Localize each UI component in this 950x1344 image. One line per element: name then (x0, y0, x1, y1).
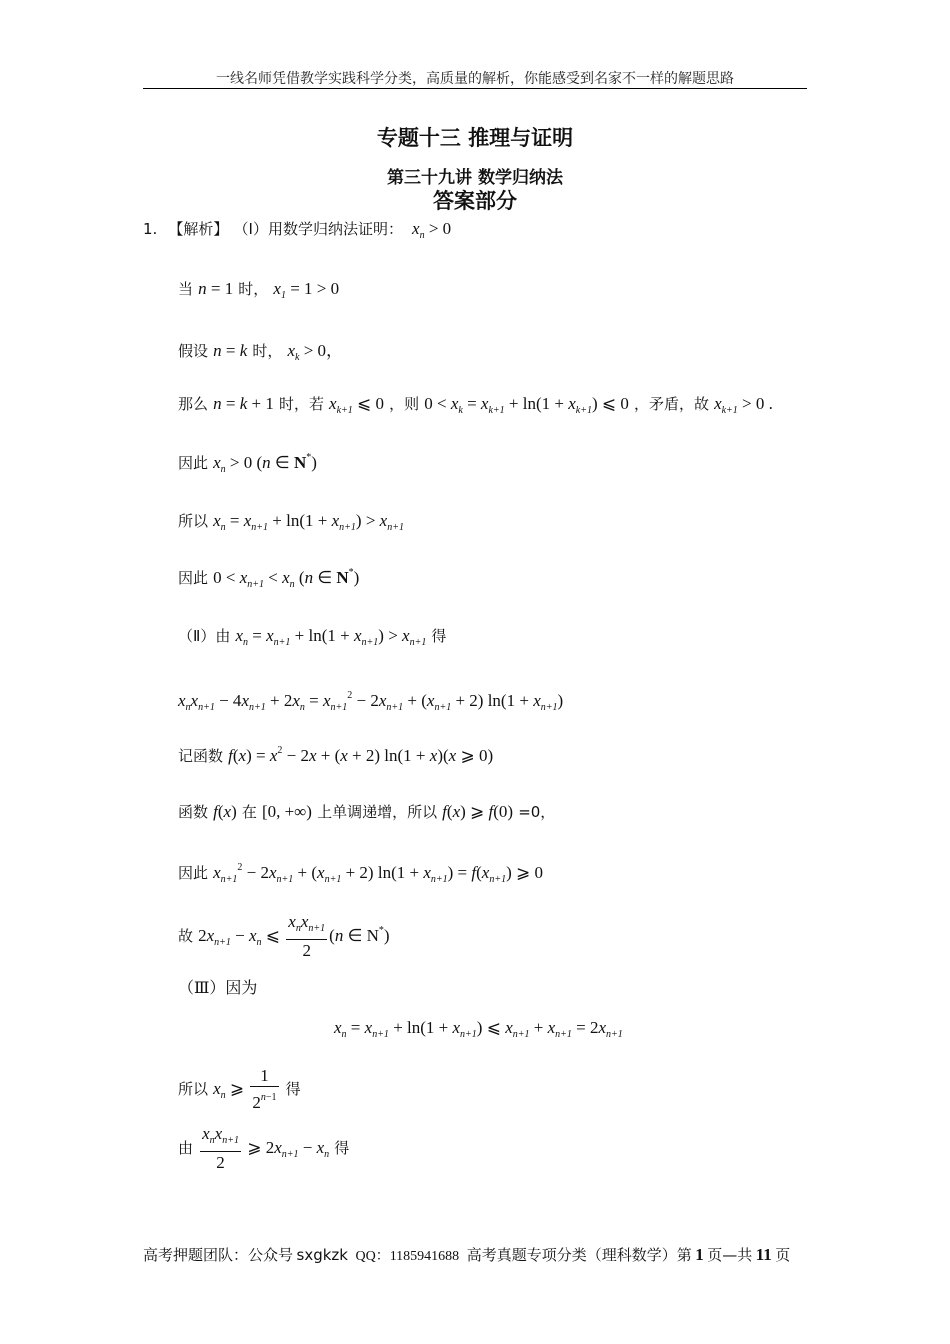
from-line (178, 1124, 349, 1174)
formula: n = k + 1 (213, 394, 274, 413)
formula: n = k (213, 341, 248, 360)
text: 上单调递增，所以 (317, 803, 438, 821)
therefore-line (178, 912, 390, 962)
formula: $x_n > 0$ (n ∈ N*) (213, 452, 317, 475)
part3-formula (334, 1018, 623, 1040)
text: ，则 (389, 395, 420, 413)
page-header: 一线名师凭借教学实践科学分类，高质量的解析，你能感受到名家不一样的解题思路 (216, 71, 734, 87)
footer-qq: QQ：1185941688 (355, 1249, 460, 1264)
text: 所以 (178, 1079, 209, 1098)
footer-series: 高考真题专项分类（理科数学）第 (466, 1246, 692, 1264)
formula: $x_k > 0$， (287, 341, 344, 363)
text: 因此 (178, 454, 209, 472)
footer-page-number: 1 (695, 1245, 704, 1264)
so-line-2 (178, 1066, 301, 1114)
text: 时， (238, 280, 269, 298)
text: 因此 (178, 864, 209, 882)
text: 函数 (178, 803, 209, 821)
formula: $2x_{n+1} - x_n$ ⩽ $\frac{x_nx_{n+1}}{2}$ (n ∈ N*) (198, 912, 390, 960)
fraction: $\frac{x_nx_{n+1}}{2}$ (288, 912, 326, 960)
text: 时， (252, 342, 283, 360)
text: 记函数 (178, 747, 224, 765)
formula: $x_{k+1}$ ⩽ 0 (329, 394, 385, 416)
monotone-line (178, 801, 555, 822)
formula: $0 < x_{n+1} < x_n$ (n ∈ N*) (213, 567, 360, 590)
formula: $0 < x_k = x_{k+1} + \ln(1 + x_{k+1})$ ⩽ 0 (424, 394, 629, 416)
formula: $x_{k+1} > 0$ . (714, 394, 773, 416)
page-footer (143, 1244, 790, 1265)
formula: $x_n > 0$ (412, 219, 452, 241)
inductive-step-line (178, 393, 773, 416)
header-rule (143, 88, 807, 89)
text: =0， (518, 803, 556, 821)
item-number: 1. (143, 220, 158, 238)
footer-total-pages: 11 (755, 1245, 772, 1264)
text: 得 (285, 1079, 301, 1098)
text: 当 (178, 280, 194, 298)
formula: $x_n = x_{n+1} + \ln(1 + x_{n+1})$ ⩽ $x_{n+1} + x_{n+1} = 2x_{n+1}$ (334, 1018, 623, 1040)
topic-title: 专题十三 推理与证明 (376, 126, 574, 150)
formula: [0, +∞) (261, 802, 312, 821)
part3-label: （Ⅲ）因为 (178, 978, 258, 997)
formula: n = 1 (198, 279, 234, 298)
formula: f(x) ⩾ f(0) (442, 802, 514, 821)
text: （Ⅱ）由 (178, 627, 231, 645)
text: 由 (178, 1138, 194, 1157)
footer-brand: sxgkzk (296, 1246, 348, 1264)
formula: $\frac{x_nx_{n+1}}{2}$ ⩾ $2x_{n+1} - x_n$ (202, 1124, 330, 1172)
conclusion-line-3 (178, 862, 543, 885)
item-1-heading (143, 218, 451, 241)
conclusion-line-2 (178, 567, 359, 590)
identity-line (178, 690, 563, 713)
so-line-1 (178, 510, 404, 533)
hypothesis-line (178, 336, 343, 363)
text: ，矛盾，故 (633, 395, 709, 413)
footer-end: 页 (775, 1246, 791, 1264)
text: 那么 (178, 395, 209, 413)
fraction: $\frac{1}{2^{n-1}}$ (252, 1066, 277, 1112)
formula: $f(x) = x^2 - 2x + (x + 2) \ln(1 + x)(x$ ⩾ 0) (228, 745, 494, 765)
formula: $x_nx_{n+1} - 4x_{n+1} + 2x_n = x_{n+1}^2 - 2x_{n+1} + (x_{n+1} + 2) \ln(1 + x_{n+1})$ (178, 690, 564, 713)
formula: $x_n = x_{n+1} + \ln(1 + x_{n+1}) > x_{n+1}$ (235, 626, 427, 648)
formula: f(x) (213, 802, 237, 821)
item-tag: 【解析】 (168, 220, 229, 238)
text: 得 (334, 1138, 350, 1157)
part2-line (178, 625, 446, 648)
text: 在 (241, 803, 257, 821)
section-title: 答案部分 (433, 189, 517, 213)
formula: $x_1 = 1 > 0$ (273, 279, 340, 301)
define-function-line (178, 745, 493, 766)
text: 时，若 (278, 395, 324, 413)
footer-mid: 页—共 (707, 1246, 753, 1264)
text: 因此 (178, 569, 209, 587)
text: 假设 (178, 342, 209, 360)
fraction: $\frac{x_nx_{n+1}}{2}$ (202, 1124, 239, 1172)
formula: $x_{n+1}^2 - 2x_{n+1} + (x_{n+1} + 2) \ln(1 + x_{n+1}) = f(x_{n+1})$ ⩾ 0 (213, 862, 543, 885)
formula: $x_n$ ⩾ $\frac{1}{2^{n-1}}$ (213, 1066, 277, 1112)
footer-team: 高考押题团队：公众号 (143, 1246, 294, 1264)
text: 所以 (178, 512, 209, 530)
text: 故 (178, 926, 194, 945)
base-case-line (178, 278, 339, 301)
lecture-title: 第三十九讲 数学归纳法 (387, 168, 563, 188)
formula: $x_n = x_{n+1} + \ln(1 + x_{n+1}) > x_{n+1}$ (213, 511, 404, 533)
text: 得 (431, 627, 447, 645)
conclusion-line-1 (178, 452, 317, 475)
part1-label: （Ⅰ）用数学归纳法证明： (233, 220, 403, 238)
